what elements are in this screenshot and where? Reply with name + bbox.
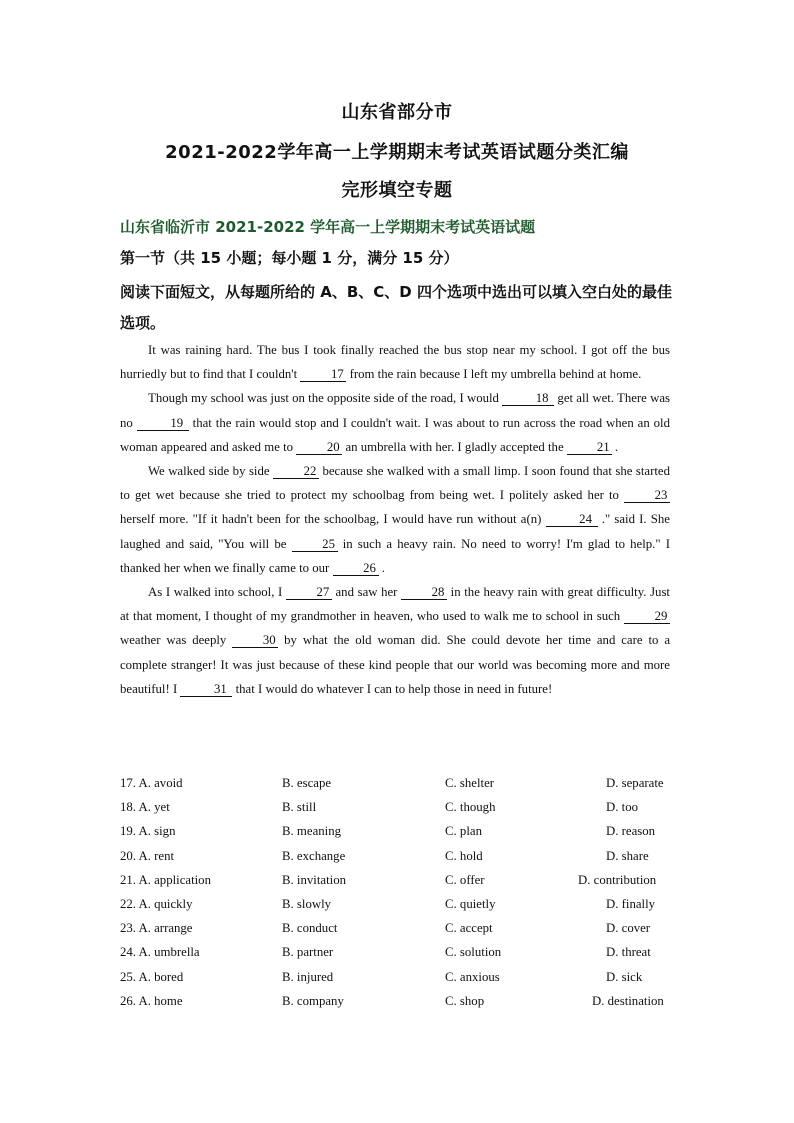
paragraph-1 xyxy=(120,338,670,386)
option-d: D. sick xyxy=(606,969,643,984)
blank-31: 31 xyxy=(180,682,232,697)
blank-21: 21 xyxy=(567,440,612,455)
option-d: D. cover xyxy=(606,921,651,936)
option-d: D. threat xyxy=(606,945,651,960)
option-row-19 xyxy=(120,819,680,843)
option-d: D. separate xyxy=(606,776,664,790)
blank-26: 26 xyxy=(333,561,379,576)
text: herself more. "If it hadn't been for the schoolbag, I would have run without a(n) xyxy=(120,512,546,527)
option-b: B. partner xyxy=(282,945,334,960)
option-d: D. share xyxy=(606,848,649,863)
text: weather was deeply xyxy=(120,633,233,648)
blank-22: 22 xyxy=(273,464,319,479)
option-d: D. contribution xyxy=(578,872,657,887)
text: an umbrella with her. I gladly accepted the xyxy=(342,439,567,454)
doc-title-main: 2021-2022学年高一上学期期末考试英语试题分类汇编 xyxy=(165,142,629,163)
option-c: C. plan xyxy=(445,824,482,839)
option-c: C. quietly xyxy=(445,896,496,911)
blank-23: 23 xyxy=(624,488,670,503)
option-d: D. finally xyxy=(606,896,656,911)
cloze-passage xyxy=(120,338,670,701)
answer-options xyxy=(120,771,680,1013)
blank-29: 29 xyxy=(624,609,670,624)
option-row-18 xyxy=(120,795,680,819)
blank-19: 19 xyxy=(137,416,189,431)
text: We walked side by side xyxy=(148,464,274,479)
text: from the rain because I left my umbrella behind at home. xyxy=(346,367,642,382)
blank-20: 20 xyxy=(296,440,342,455)
blank-27: 27 xyxy=(286,585,332,600)
option-b: B. conduct xyxy=(282,921,338,936)
option-c: C. anxious xyxy=(445,969,500,984)
blank-17: 17 xyxy=(300,367,346,382)
blank-28: 28 xyxy=(401,585,447,600)
paragraph-4 xyxy=(120,580,670,701)
option-d: D. reason xyxy=(606,824,656,839)
paragraph-3 xyxy=(120,459,670,580)
text: in the heavy rain with great difficulty. Just at that moment, I thought of my grandmother in heaven, who used to walk me to school in such xyxy=(120,585,670,624)
option-c: C. solution xyxy=(445,945,502,960)
option-row-17 xyxy=(120,771,680,795)
option-a: 20. A. rent xyxy=(120,848,175,863)
option-b: B. company xyxy=(282,993,344,1008)
option-a: 22. A. quickly xyxy=(120,896,193,911)
option-b: B. invitation xyxy=(282,872,346,887)
option-a: 23. A. arrange xyxy=(120,921,193,936)
option-b: B. escape xyxy=(282,776,332,790)
option-row-24 xyxy=(120,940,680,964)
doc-title-topic: 完形填空专题 xyxy=(341,180,453,201)
option-row-22 xyxy=(120,892,680,916)
option-a: 18. A. yet xyxy=(120,800,170,815)
option-b: B. injured xyxy=(282,969,334,984)
option-row-21 xyxy=(120,868,680,892)
option-c: C. though xyxy=(445,800,496,815)
option-c: C. hold xyxy=(445,848,483,863)
option-b: B. slowly xyxy=(282,896,332,911)
option-row-25 xyxy=(120,965,680,989)
text: . xyxy=(611,439,619,454)
option-a: 19. A. sign xyxy=(120,824,176,839)
text: Though my school was just on the opposite side of the road, I would xyxy=(148,391,503,406)
text: in such a heavy rain. No need to worry! I'm glad to help." I thanked her when we finally came to our xyxy=(120,536,670,575)
option-c: C. shop xyxy=(445,993,485,1008)
blank-18: 18 xyxy=(502,391,554,406)
option-a: 25. A. bored xyxy=(120,969,184,984)
text: As I walked into school, I xyxy=(148,585,286,600)
text: because she walked with a small limp. I soon found that she started to get wet because she tried to protect my schoolbag from being wet. I politely asked her to xyxy=(120,464,670,503)
blank-30: 30 xyxy=(232,633,278,648)
text: and saw her xyxy=(331,585,402,600)
option-a: 17. A. avoid xyxy=(120,776,183,790)
text: . xyxy=(378,560,385,575)
section-header: 第一节（共 15 小题；每小题 1 分，满分 15 分） xyxy=(120,249,459,267)
option-b: B. meaning xyxy=(282,824,341,839)
text: It was raining hard. The bus I took finally reached the bus stop near my school. I got off the bus hurriedly but to find that I couldn't xyxy=(120,343,670,382)
text: by what the old woman did. She could devote her time and care to a complete stranger! It was just because of these kind people that our world was becoming more and more beautiful! I xyxy=(120,633,671,696)
option-row-26 xyxy=(120,989,680,1013)
option-a: 24. A. umbrella xyxy=(120,945,200,960)
option-c: C. offer xyxy=(445,872,485,887)
blank-24: 24 xyxy=(546,512,598,527)
text: get all wet. There was no xyxy=(120,391,670,430)
instructions: 阅读下面短文，从每题所给的 A、B、C、D 四个选项中选出可以填入空白处的最佳选项。 xyxy=(120,283,672,332)
text: that the rain would stop and I couldn't wait. I was about to run across the road when an old woman appeared and asked me to xyxy=(120,415,671,454)
text: ." said I. She laughed and said, "You will be xyxy=(120,512,670,551)
option-d: D. too xyxy=(606,800,638,815)
option-b: B. exchange xyxy=(282,848,346,863)
option-a: 21. A. application xyxy=(120,872,211,887)
option-row-23 xyxy=(120,916,680,940)
doc-title-region: 山东省部分市 xyxy=(341,102,453,123)
blank-25: 25 xyxy=(292,537,338,552)
option-d: D. destination xyxy=(592,993,664,1008)
option-a: 26. A. home xyxy=(120,993,183,1008)
paragraph-2 xyxy=(120,386,670,459)
option-row-20 xyxy=(120,844,680,868)
option-c: C. accept xyxy=(445,921,493,936)
option-c: C. shelter xyxy=(445,776,495,790)
exam-source: 山东省临沂市 2021-2022 学年高一上学期期末考试英语试题 xyxy=(120,218,536,236)
text: that I would do whatever I can to help those in need in future! xyxy=(232,681,553,696)
option-b: B. still xyxy=(282,800,317,815)
